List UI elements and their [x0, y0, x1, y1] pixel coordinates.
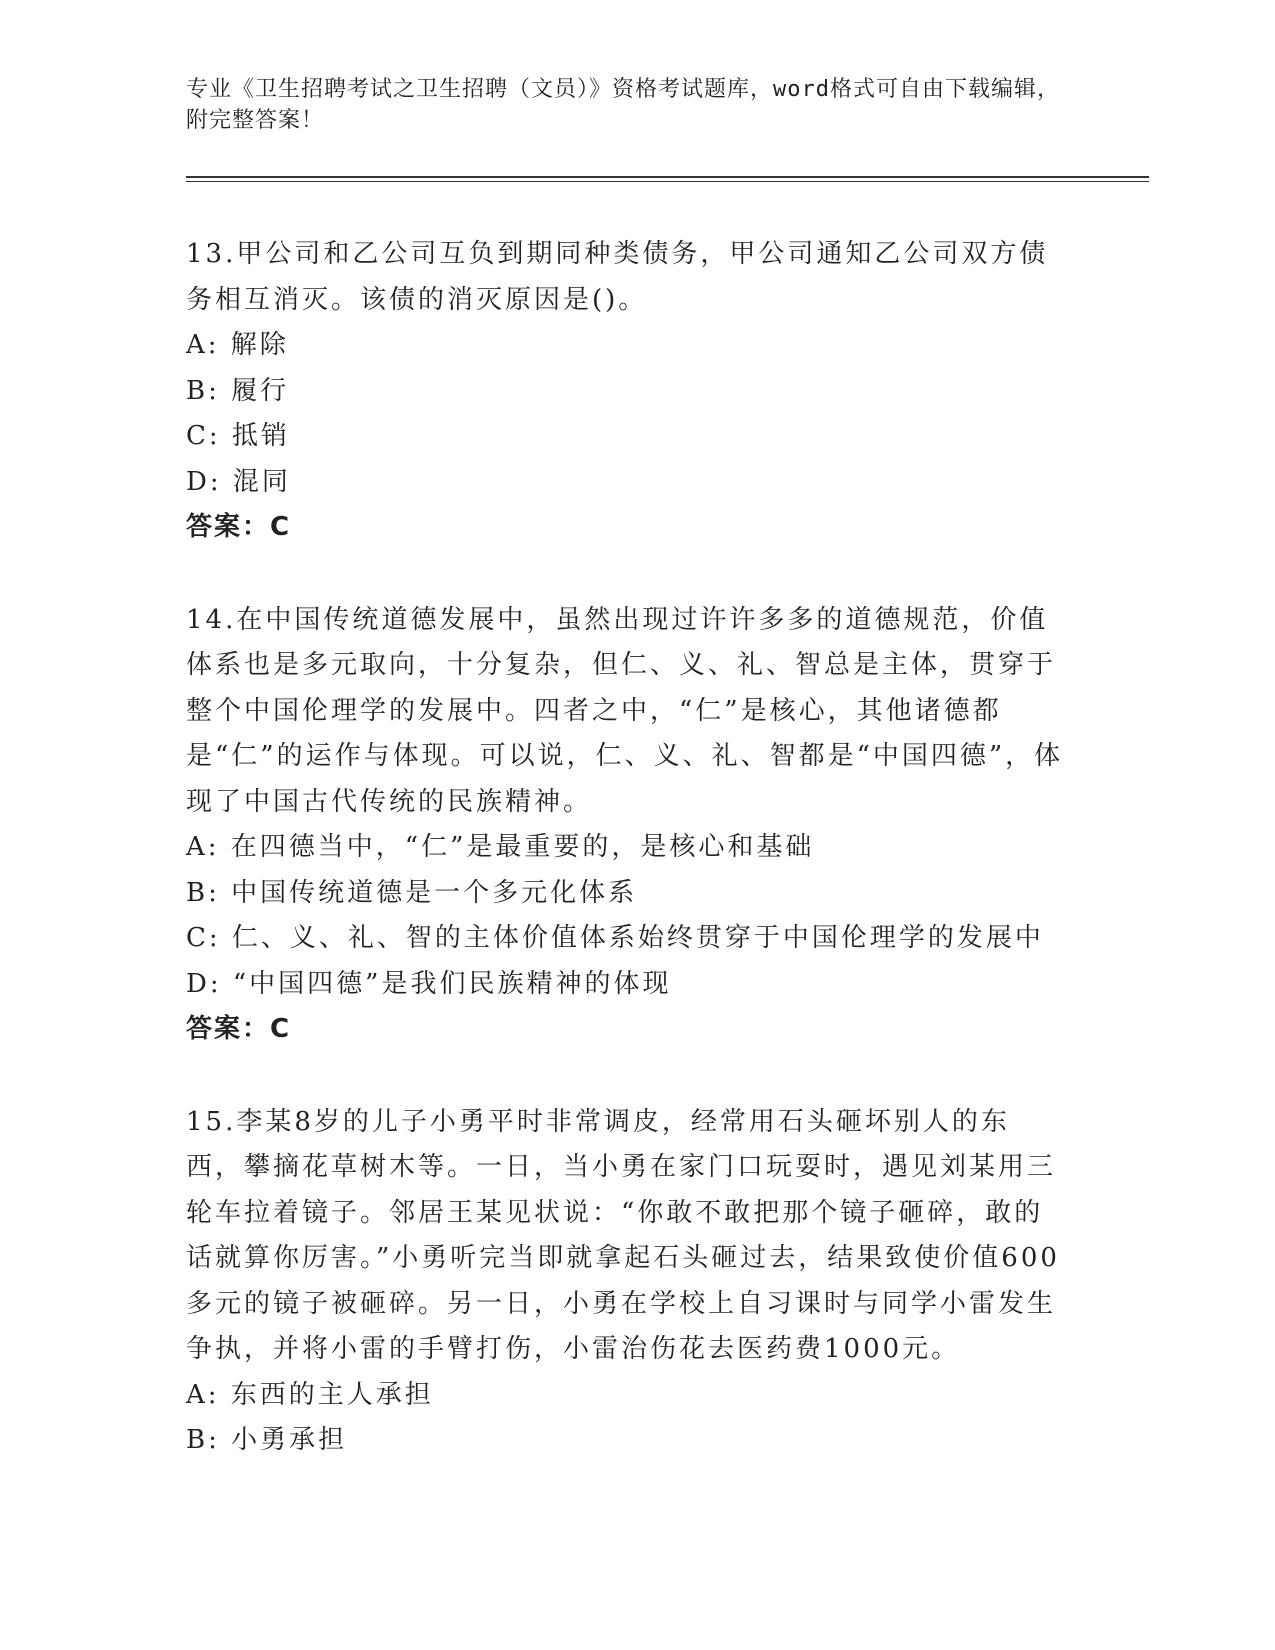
option-b: B: 小勇承担 [186, 1425, 348, 1455]
option-b: B: 履行 [186, 375, 290, 406]
option-a: A: 东西的主人承担 [186, 1379, 434, 1410]
option-c: C: 抵销 [186, 421, 290, 451]
question-stem: 13.甲公司和乙公司互负到期同种类债务，甲公司通知乙公司双方债务相互消灭。该债的消灭原因是()。 [186, 239, 1049, 315]
header-divider-thin [186, 181, 1149, 182]
option-d: D: 混同 [186, 466, 291, 497]
option-b: B: 中国传统道德是一个多元化体系 [186, 877, 638, 908]
option-a: A: 解除 [186, 330, 289, 360]
option-c: C: 仁、义、礼、智的主体价值体系始终贯穿于中国伦理学的发展中 [186, 923, 1044, 953]
option-a: A: 在四德当中，“仁”是最重要的，是核心和基础 [186, 832, 815, 862]
answer-line: 答案：C [186, 1014, 292, 1044]
question-15 [186, 1100, 1066, 1464]
question-14 [186, 598, 1066, 1053]
document-header [186, 74, 1066, 136]
header-title: 专业《卫生招聘考试之卫生招聘（文员）》资格考试题库，word格式可自由下载编辑，附完整答案！ [186, 77, 1060, 133]
header-divider-thick [186, 176, 1149, 178]
question-stem: 15.李某8岁的儿子小勇平时非常调皮，经常用石头砸坏别人的东西，攀摘花草树木等。一日，当小勇在家门口玩耍时，遇见刘某用三轮车拉着镜子。邻居王某见状说：“你敢不敢把那个镜子砸碎，敢的话就算你厉害。”小勇听完当即就拿起石头砸过去，结果致使价值600多元的镜子被砸碎。另一日，小勇在学校上自习课时与同学小雷发生争执，并将小雷的手臂打伤，小雷治伤花去医药费1000元。 [186, 1106, 1060, 1364]
answer-line: 答案：C [186, 512, 292, 542]
question-13 [186, 232, 1066, 551]
option-d: D: “中国四德”是我们民族精神的体现 [186, 968, 672, 999]
question-stem: 14.在中国传统道德发展中，虽然出现过许许多多的道德规范，价值体系也是多元取向，十分复杂，但仁、义、礼、智总是主体，贯穿于整个中国伦理学的发展中。四者之中，“仁”是核心，其他诸德都是“仁”的运作与体现。可以说，仁、义、礼、智都是“中国四德”，体现了中国古代传统的民族精神。 [186, 604, 1064, 817]
question-list [186, 232, 1066, 1511]
